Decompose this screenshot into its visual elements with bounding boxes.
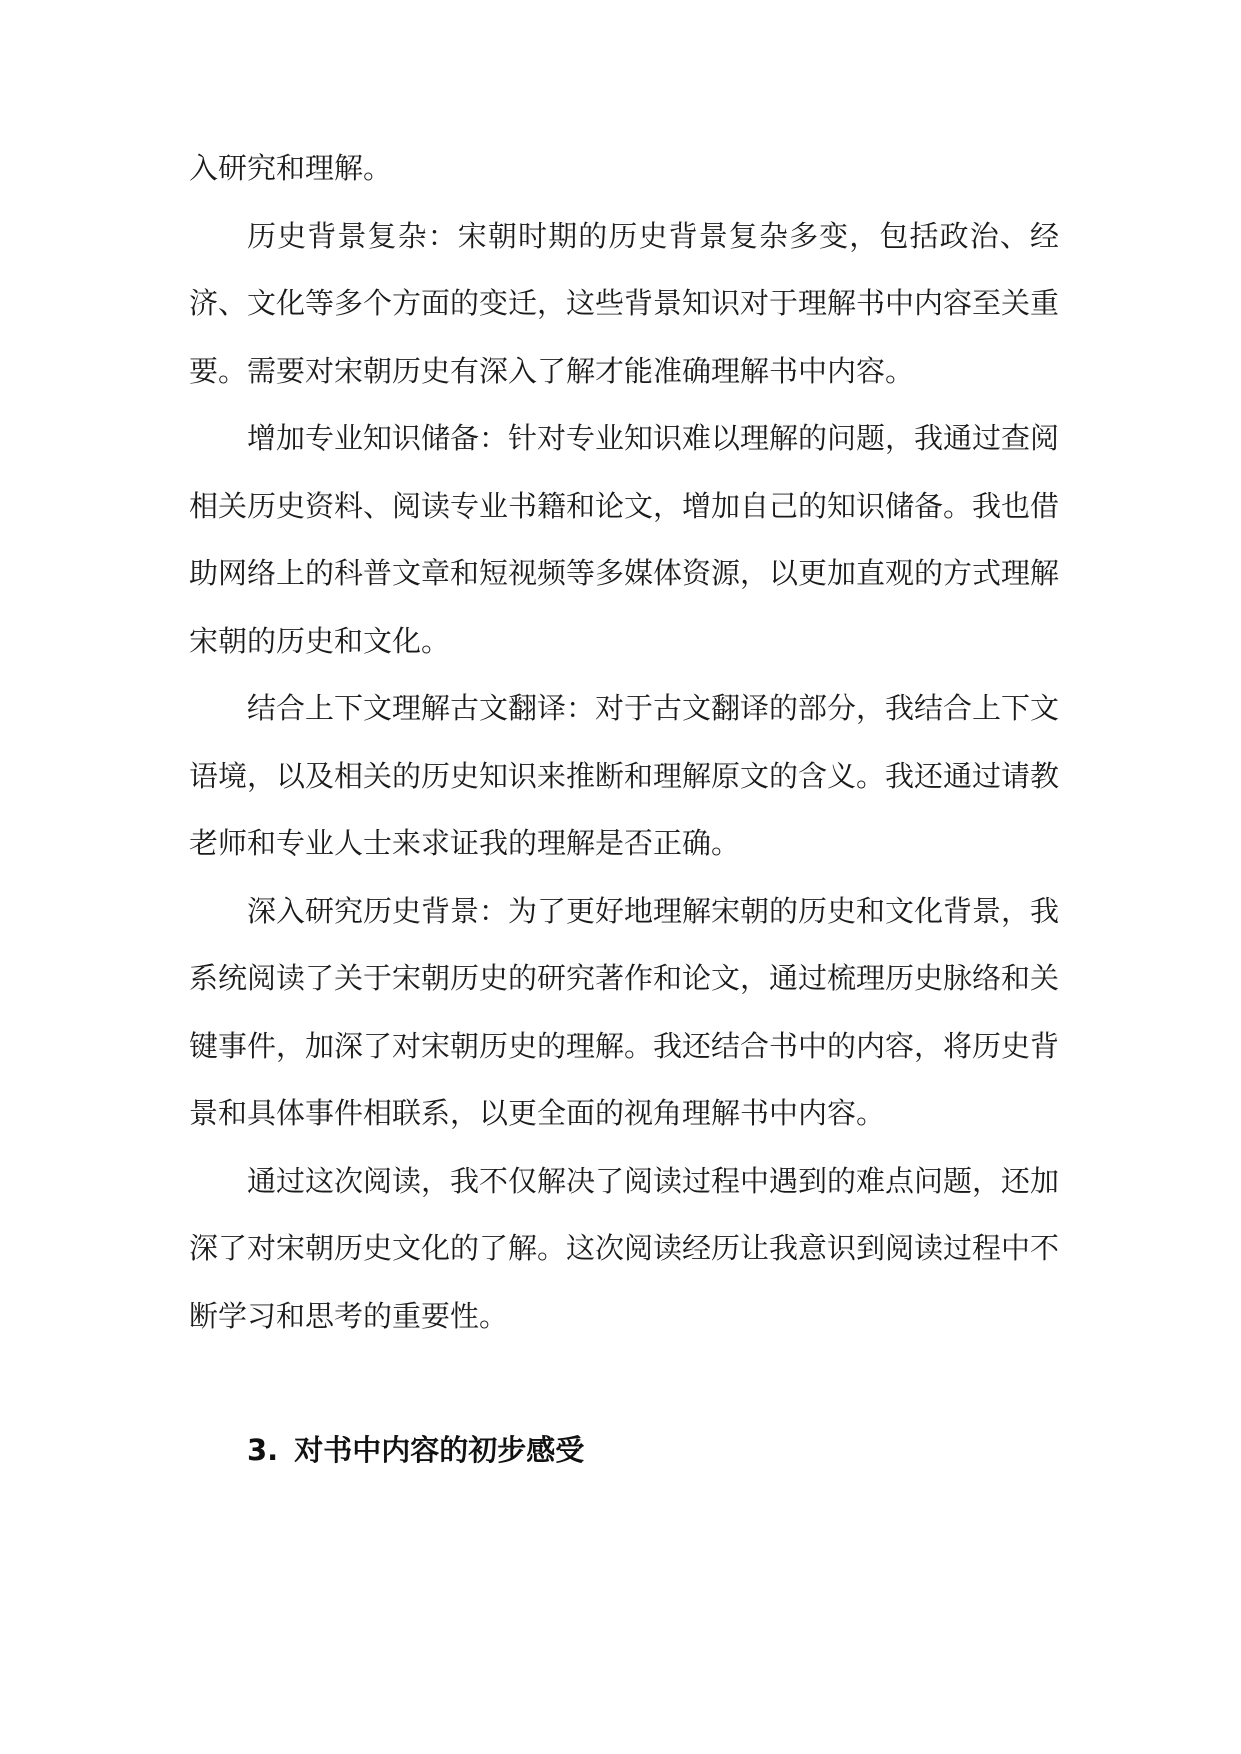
section-heading-title: 对书中内容的初步感受: [294, 1433, 585, 1467]
section-heading-number: 3.: [247, 1433, 279, 1467]
paragraph-historical-background: 历史背景复杂：宋朝时期的历史背景复杂多变，包括政治、经济、文化等多个方面的变迁，这些背景知识对于理解书中内容至关重要。需要对宋朝历史有深入了解才能准确理解书中内容。: [189, 218, 1060, 388]
paragraph-classical-translation: 结合上下文理解古文翻译：对于古文翻译的部分，我结合上下文语境，以及相关的历史知识来推断和理解原文的含义。我还通过请教老师和专业人士来求证我的理解是否正确。: [189, 691, 1060, 860]
document-body: [189, 135, 1059, 1485]
paragraph-knowledge-reserve: 增加专业知识储备：针对专业知识难以理解的问题，我通过查阅相关历史资料、阅读专业书籍和论文，增加自己的知识储备。我也借助网络上的科普文章和短视频等多媒体资源，以更加直观的方式理解宋朝的历史和文化。: [189, 421, 1060, 658]
section-heading: [189, 1417, 1059, 1485]
paragraph-conclusion: 通过这次阅读，我不仅解决了阅读过程中遇到的难点问题，还加深了对宋朝历史文化的了解。这次阅读经历让我意识到阅读过程中不断学习和思考的重要性。: [189, 1163, 1060, 1333]
paragraph-research-background: 深入研究历史背景：为了更好地理解宋朝的历史和文化背景，我系统阅读了关于宋朝历史的研究著作和论文，通过梳理历史脉络和关键事件，加深了对宋朝历史的理解。我还结合书中的内容，将历史背景和具体事件相联系，以更全面的视角理解书中内容。: [189, 893, 1060, 1130]
paragraph-continuation: 入研究和理解。: [189, 151, 393, 185]
